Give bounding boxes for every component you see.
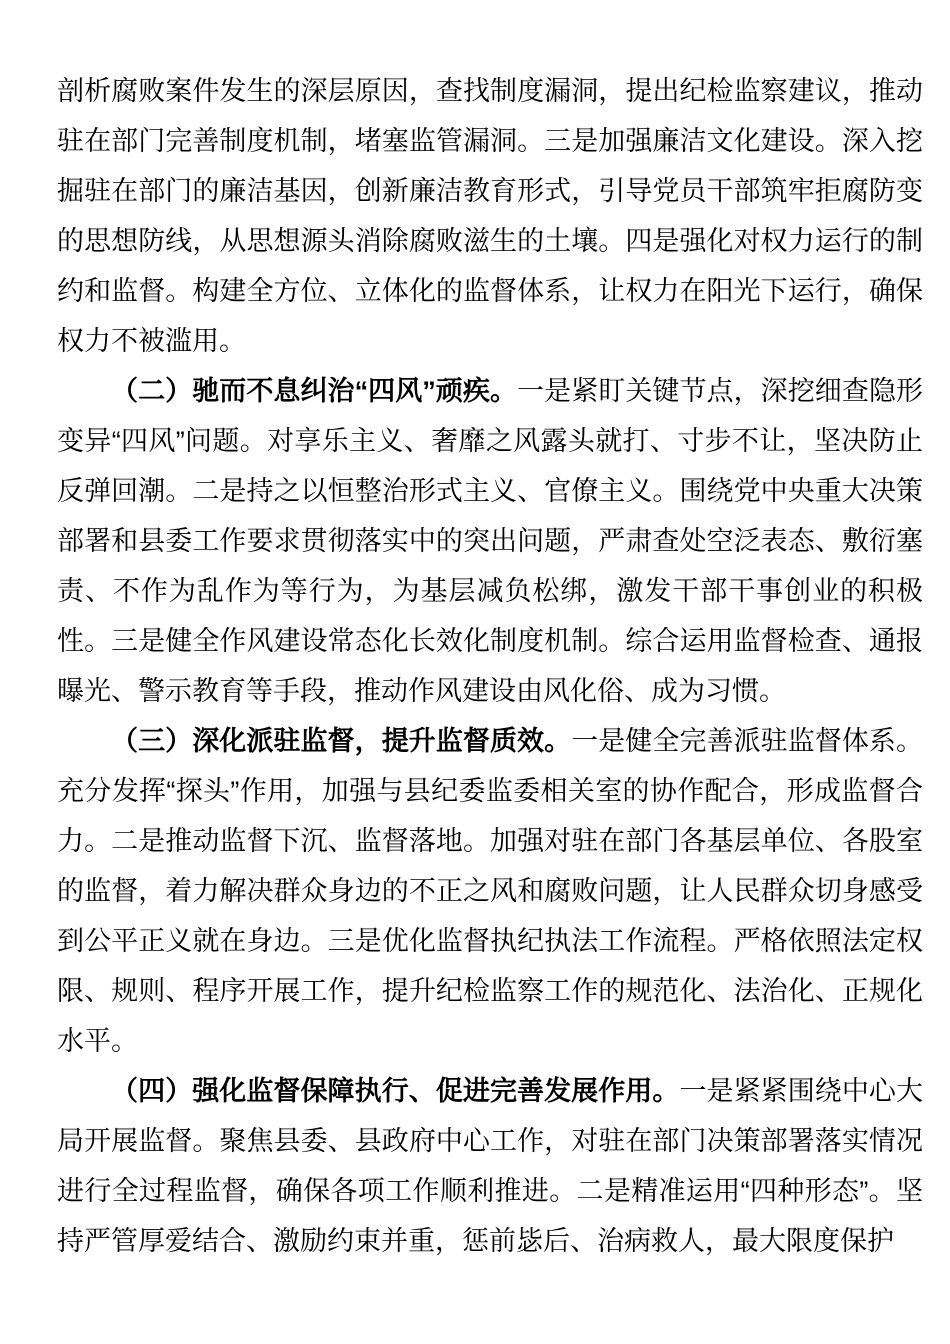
section-heading-3: （三）深化派驻监督，提升监督质效。 [111, 726, 572, 756]
paragraph-continuation-text: 剖析腐败案件发生的深层原因，查找制度漏洞，提出纪检监察建议，推动驻在部门完善制度机制，堵塞监管漏洞。三是加强廉洁文化建设。深入挖掘驻在部门的廉洁基因，创新廉洁教育形式，引导党员干部筑牢拒腐防变的思想防线，从思想源头消除腐败滋生的土壤。四是强化对权力运行的制约和监督。构建全方位、立体化的监督体系，让权力在阳光下运行，确保权力不被滥用。 [57, 76, 923, 356]
section-body-3: 一是健全完善派驻监督体系。充分发挥“探头”作用，加强与县纪委监委相关室的协作配合，形成监督合力。二是推动监督下沉、监督落地。加强对驻在部门各基层单位、各股室的监督，着力解决群众身边的不正之风和腐败问题，让人民群众切身感受到公平正义就在身边。三是优化监督执纪执法工作流程。严格依照法定权限、规则、程序开展工作，提升纪检监察工作的规范化、法治化、正规化水平。 [57, 726, 923, 1056]
section-heading-2: （二）驰而不息纠治“四风”顽疾。 [111, 376, 518, 406]
section-paragraph-4 [57, 1066, 923, 1266]
section-paragraph-2 [57, 366, 923, 716]
section-paragraph-3 [57, 716, 923, 1066]
section-body-4: 一是紧紧围绕中心大局开展监督。聚焦县委、县政府中心工作，对驻在部门决策部署落实情况进行全过程监督，确保各项工作顺利推进。二是精准运用“四种形态”。坚持严管厚爱结合、激励约束并重，惩前毖后、治病救人，最大限度保护 [57, 1076, 924, 1256]
section-heading-4: （四）强化监督保障执行、促进完善发展作用。 [111, 1076, 680, 1106]
section-body-2: 一是紧盯关键节点，深挖细查隐形变异“四风”问题。对享乐主义、奢靡之风露头就打、寸步不让，坚决防止反弹回潮。二是持之以恒整治形式主义、官僚主义。围绕党中央重大决策部署和县委工作要求贯彻落实中的突出问题，严肃查处空泛表态、敷衍塞责、不作为乱作为等行为，为基层减负松绑，激发干部干事创业的积极性。三是健全作风建设常态化长效化制度机制。综合运用监督检查、通报曝光、警示教育等手段，推动作风建设由风化俗、成为习惯。 [57, 376, 924, 706]
document-body [57, 66, 923, 1266]
paragraph-continuation [57, 66, 923, 366]
